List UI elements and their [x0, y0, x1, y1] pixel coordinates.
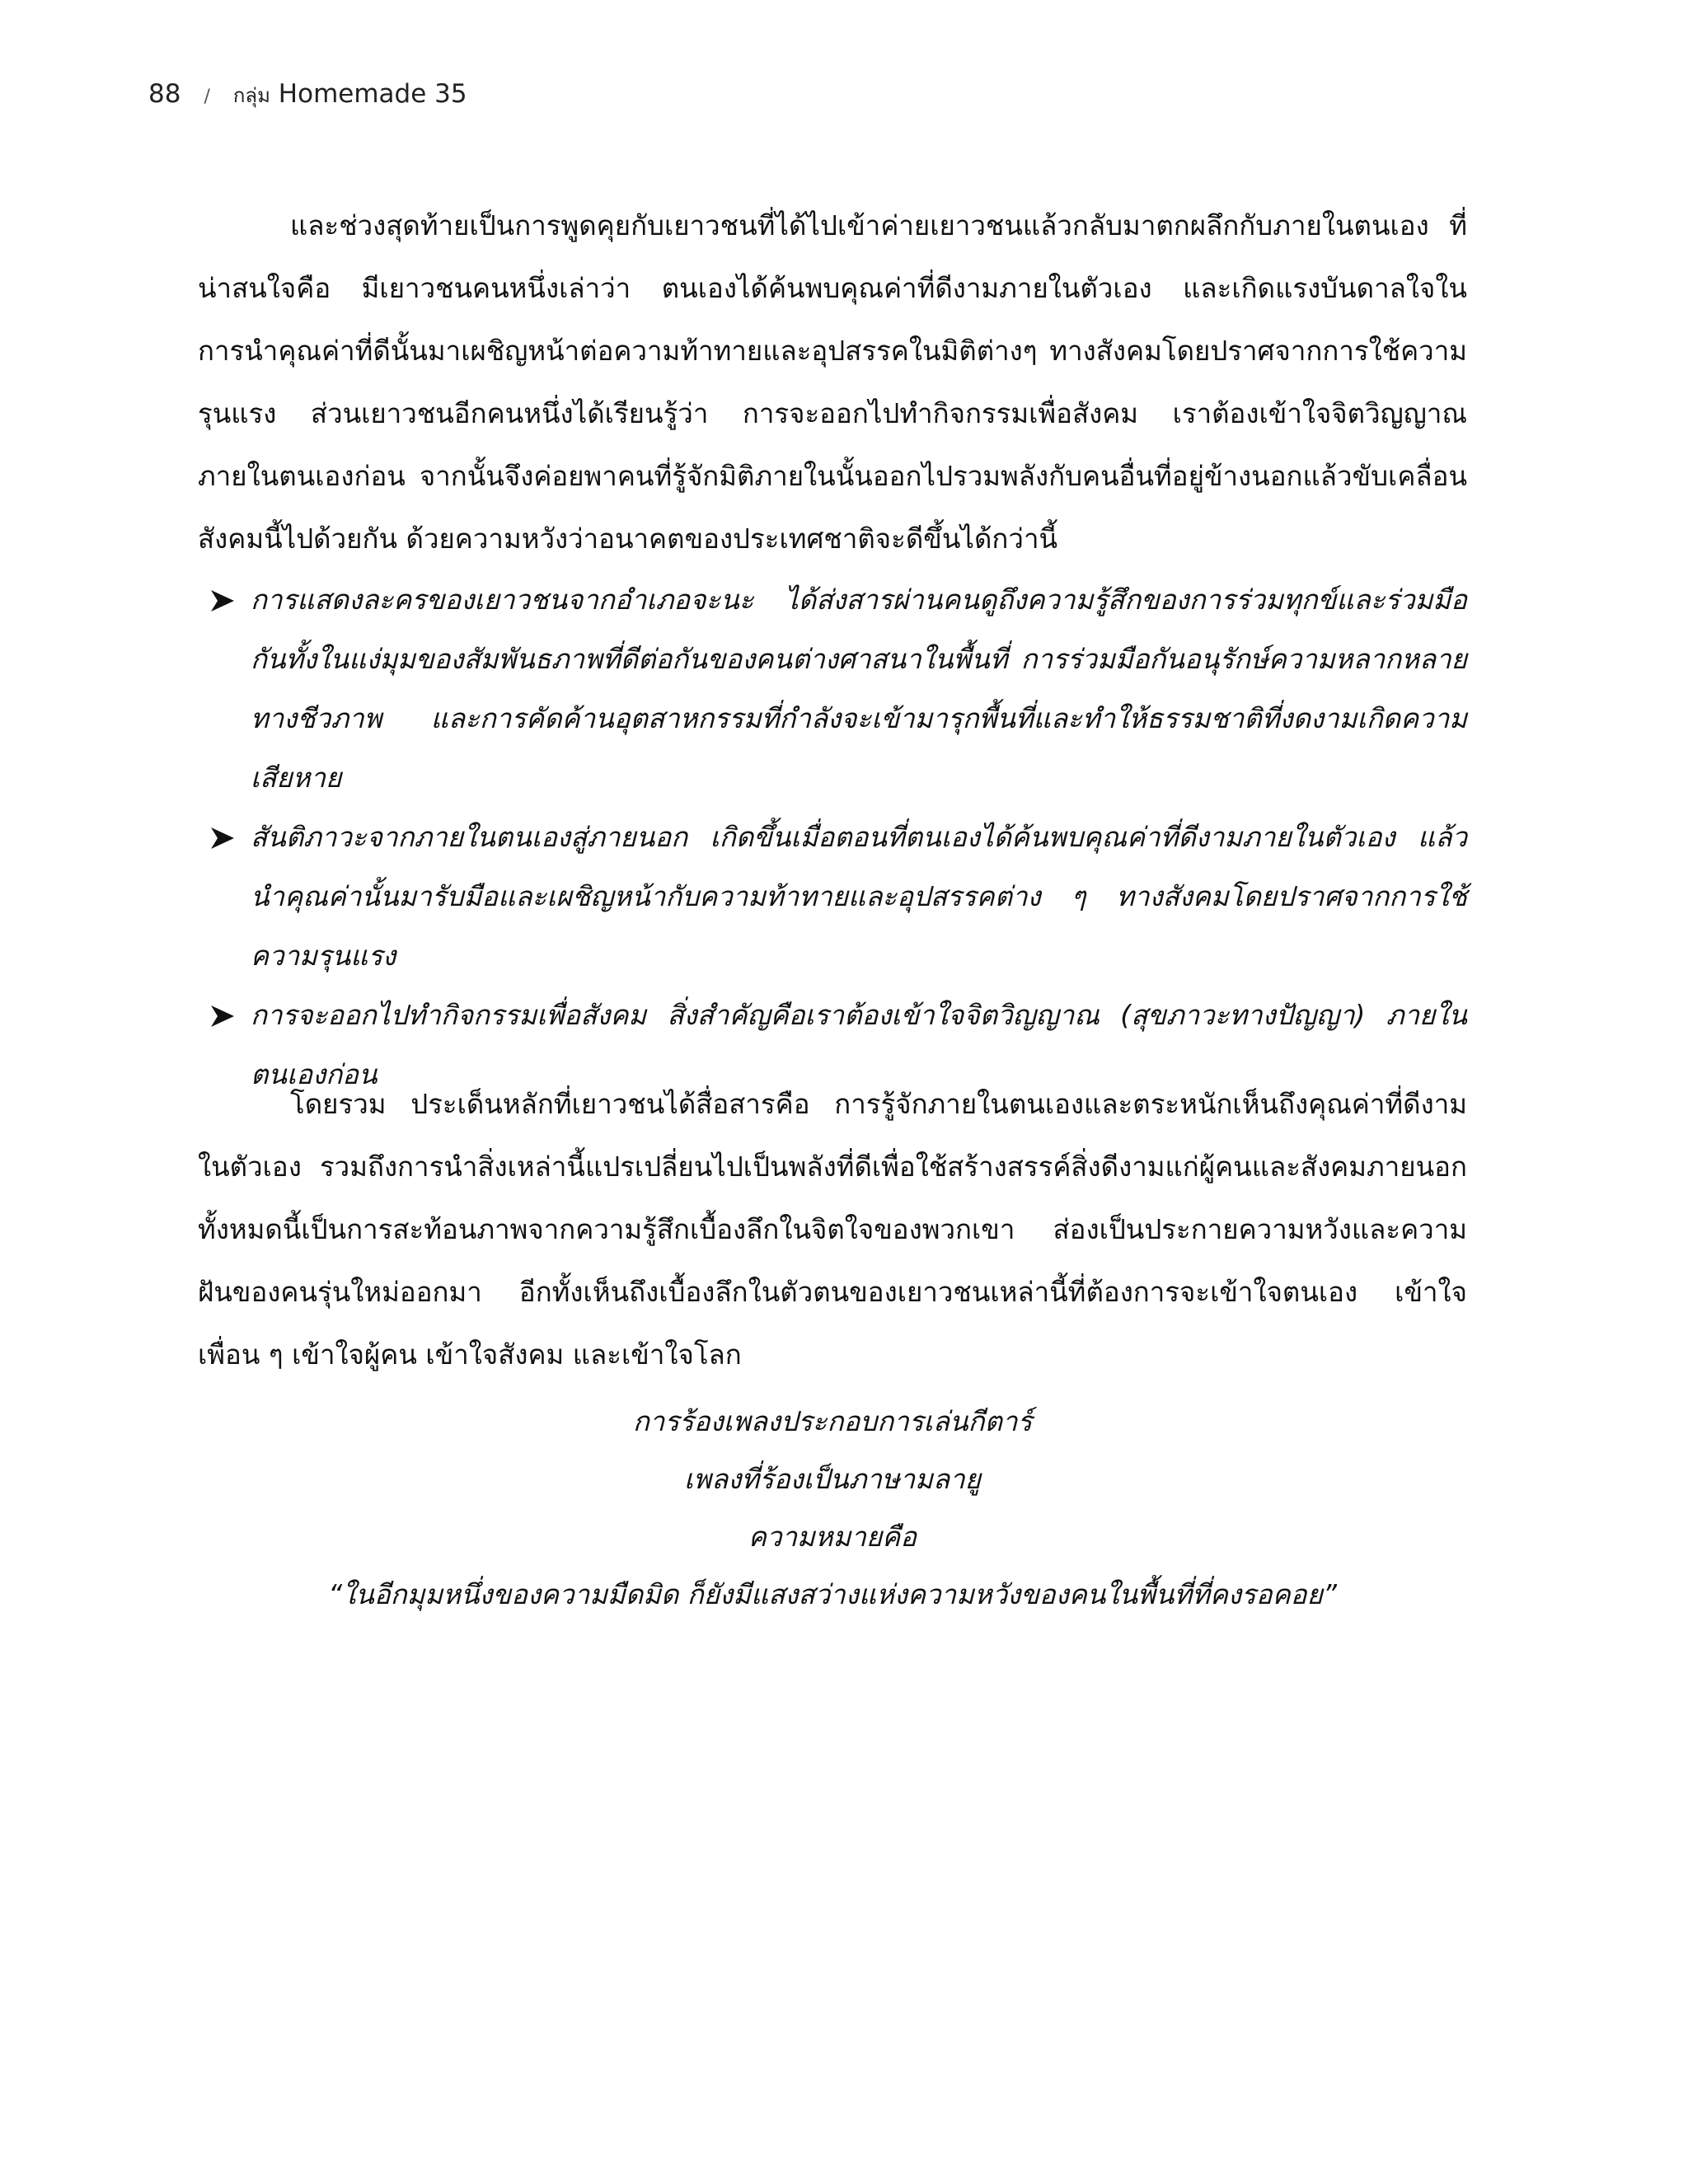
arrowhead-bullet-icon [209, 588, 236, 613]
caption-quote: “ในอีกมุมหนึ่งของความมืดมิด ก็ยังมีแสงสว่างแห่งความหวังของคนในพื้นที่ที่คงรอคอย” [328, 1578, 1337, 1610]
bullet-text: สันติภาวะจากภายในตนเองสู่ภายนอก เกิดขึ้นเมื่อตอนที่ตนเองได้ค้นพบคุณค่าที่ดีงามภายในตัวเอง แล้วนำคุณค่านั้นมารับมือและเผชิญหน้ากับความท้าทายและอุปสรรคต่าง ๆ ทางสังคมโดยปราศจากการใช้ความรุนแรง [251, 821, 1467, 972]
caption-line: การร้องเพลงประกอบการเล่นกีตาร์ [632, 1405, 1033, 1437]
group-name: Homemade 35 [278, 79, 467, 109]
group-prefix: กลุ่ม [232, 84, 270, 107]
arrowhead-bullet-icon [209, 1004, 236, 1029]
bullet-text: การแสดงละครของเยาวชนจากอำเภอจะนะ ได้ส่งสารผ่านคนดูถึงความรู้สึกของการร่วมทุกข์และร่วมมือกันทั้งในแง่มุมของสัมพันธภาพที่ดีต่อกันของคนต่างศาสนาในพื้นที่ การร่วมมือกันอนุรักษ์ความหลากหลายทางชีวภาพ และการคัดค้านอุตสาหกรรมที่กำลังจะเข้ามารุกพื้นที่และทำให้ธรรมชาติที่งดงามเกิดความเสียหาย [251, 583, 1467, 794]
page-number: 88 [148, 79, 181, 109]
photo-caption [198, 1393, 1467, 1624]
bullet-item [198, 570, 1467, 808]
bullet-text: การจะออกไปทำกิจกรรมเพื่อสังคม สิ่งสำคัญคือเราต้องเข้าใจจิตวิญญาณ (สุขภาวะทางปัญญา) ภายในตนเองก่อน [251, 999, 1467, 1090]
caption-line: เพลงที่ร้องเป็นภาษามลายู [684, 1463, 981, 1495]
running-header [148, 79, 467, 111]
header-separator: / [204, 87, 210, 107]
bullet-item [198, 808, 1467, 986]
intro-paragraph: และช่วงสุดท้ายเป็นการพูดคุยกับเยาวชนที่ได้ไปเข้าค่ายเยาวชนแล้วกลับมาตกผลึกกับภายในตนเอง ที่น่าสนใจคือ มีเยาวชนคนหนึ่งเล่าว่า ตนเองได้ค้นพบคุณค่าที่ดีงามภายในตัวเอง และเกิดแรงบันดาลใจในการนำคุณค่าที่ดีนั้นมาเผชิญหน้าต่อความท้าทายและอุปสรรคในมิติต่างๆ ทางสังคมโดยปราศจากการใช้ความรุนแรง ส่วนเยาวชนอีกคนหนึ่งได้เรียนรู้ว่า การจะออกไปทำกิจกรรมเพื่อสังคม เราต้องเข้าใจจิตวิญญาณภายในตนเองก่อน จากนั้นจึงค่อยพาคนที่รู้จักมิติภายในนั้นออกไปรวมพลังกับคนอื่นที่อยู่ข้างนอกแล้วขับเคลื่อนสังคมนี้ไปด้วยกัน ด้วยความหวังว่าอนาคตของประเทศชาติจะดีขึ้นได้กว่านี้ [198, 209, 1467, 555]
caption-line: ความหมายคือ [748, 1521, 917, 1553]
summary-paragraph: โดยรวม ประเด็นหลักที่เยาวชนได้สื่อสารคือ การรู้จักภายในตนเองและตระหนักเห็นถึงคุณค่าที่ดีงามในตัวเอง รวมถึงการนำสิ่งเหล่านี้แปรเปลี่ยนไปเป็นพลังที่ดีเพื่อใช้สร้างสรรค์สิ่งดีงามแก่ผู้คนและสังคมภายนอก ทั้งหมดนี้เป็นการสะท้อนภาพจากความรู้สึกเบื้องลึกในจิตใจของพวกเขา ส่องเป็นประกายความหวังและความฝันของคนรุ่นใหม่ออกมา อีกทั้งเห็นถึงเบื้องลึกในตัวตนของเยาวชนเหล่านี้ที่ต้องการจะเข้าใจตนเอง เข้าใจเพื่อน ๆ เข้าใจผู้คน เข้าใจสังคม และเข้าใจโลก [198, 1088, 1467, 1371]
bullet-list [198, 570, 1467, 1104]
group-title [233, 79, 467, 111]
arrowhead-bullet-icon [209, 826, 236, 851]
